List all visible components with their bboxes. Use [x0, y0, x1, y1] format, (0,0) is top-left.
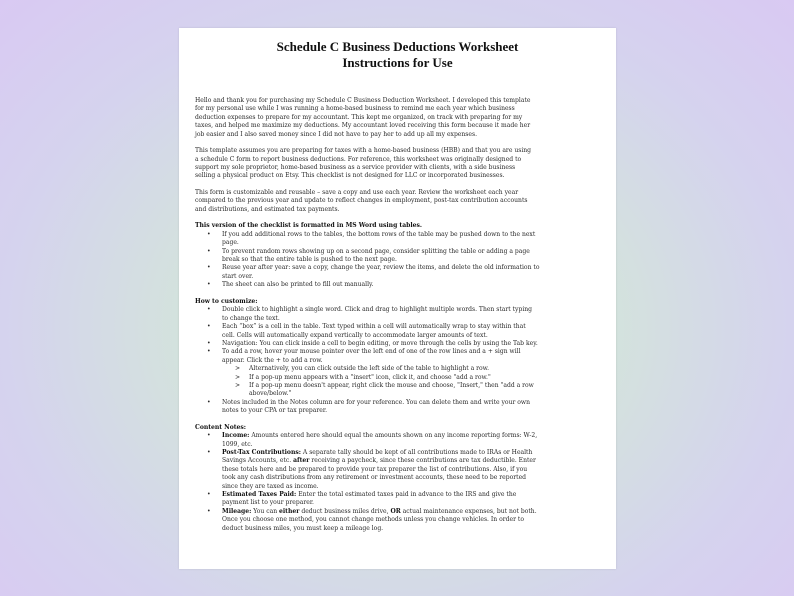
content-notes-heading: Content Notes:	[195, 423, 247, 431]
page-subtitle: Instructions for Use	[342, 55, 453, 70]
content-note-post-tax: • Post-Tax Contributions: A separate tally should be kept of all contributions made to IRAs or Health Savings Accounts, etc. after receiving a paycheck, since these contributions are tax deductible. Enter these totals here and be prepared to provide your tax preparer the list of contributions. Also, if you took any cash distributions from any retirement or investment accounts, these need to be reported since they are taxed as income.	[195, 449, 603, 491]
page-title: Schedule C Business Deductions Worksheet	[276, 39, 519, 54]
sub-list-item: > If a pop-up menu doesn't appear, right click the mouse and choose, "Insert," then "add a row above/below."	[195, 382, 603, 399]
list-item: • If you add additional rows to the tables, the bottom rows of the table may be pushed down to the next page.	[195, 231, 603, 248]
sub-list-item: > If a pop-up menu appears with a "insert" icon, click it, and choose "add a row."	[195, 374, 603, 382]
list-item: • To add a row, hover your mouse pointer over the left end of one of the row lines and a + sign will appear. Click the + to add a row.	[195, 348, 603, 365]
customizable-paragraph: This form is customizable and reusable – save a copy and use each year. Review the worksheet each year compared to the previous year and update to reflect changes in employment, post-tax contribution accounts and distributions, and estimated tax payments.	[195, 189, 528, 213]
list-item: • Double click to highlight a single word. Click and drag to highlight multiple words. Then start typing to change the text.	[195, 306, 603, 323]
sub-list-item: > Alternatively, you can click outside the left side of the table to highlight a row.	[195, 365, 603, 373]
list-item: • The sheet can also be printed to fill out manually.	[195, 281, 603, 289]
word-format-heading: This version of the checklist is formatted in MS Word using tables.	[195, 222, 423, 230]
customize-heading: How to customize:	[195, 297, 258, 305]
content-note-income: • Income: Amounts entered here should equal the amounts shown on any income reporting forms: W-2, 1099, etc.	[195, 432, 603, 449]
list-item: • Notes included in the Notes column are for your reference. You can delete them and write your own notes to your CPA or tax preparer.	[195, 399, 603, 416]
intro-paragraph: Hello and thank you for purchasing my Schedule C Business Deduction Worksheet. I developed this template for my personal use while I was running a home-based business to remind me each year which business deduction expenses to prepare for my accountant. This kept me organized, on track with preparing for my taxes, and helped me maximize my deductions. My accountant loved receiving this form because it made her job easier and I also saved money since I did not have to pay her to add up all my expenses.	[195, 97, 531, 138]
list-item: • To prevent random rows showing up on a second page, consider splitting the table or adding a page break so that the entire table is pushed to the next page.	[195, 248, 603, 265]
content-note-mileage: • Mileage: You can either deduct business miles drive, OR actual maintenance expenses, but not both. Once you choose one method, you cannot change methods unless you change vehicles. In order to deduct business miles, you must keep a mileage log.	[195, 508, 603, 533]
content-note-estimated-taxes: • Estimated Taxes Paid: Enter the total estimated taxes paid in advance to the IRS and give the payment list to your preparer.	[195, 491, 603, 508]
assumptions-paragraph: This template assumes you are preparing for taxes with a home-based business (HBB) and that you are using a schedule C form to report business deductions. For reference, this worksheet was originally designed to support my sole proprietor, home-based business as a service provider with clients, with a side business selling a physical product on Etsy. This checklist is not designed for LLC or incorporated businesses.	[195, 147, 532, 180]
worksheet-instructions-page	[179, 28, 616, 569]
list-item: • Navigation: You can click inside a cell to begin editing, or move through the cells by using the Tab key.	[195, 340, 603, 348]
list-item: • Each “box” is a cell in the table. Text typed within a cell will automatically wrap to stay within that cell. Cells will automatically expand vertically to accommodate larger amounts of text.	[195, 323, 603, 340]
list-item: • Reuse year after year: save a copy, change the year, review the items, and delete the old information to start over.	[195, 264, 603, 281]
document-body	[195, 97, 603, 533]
